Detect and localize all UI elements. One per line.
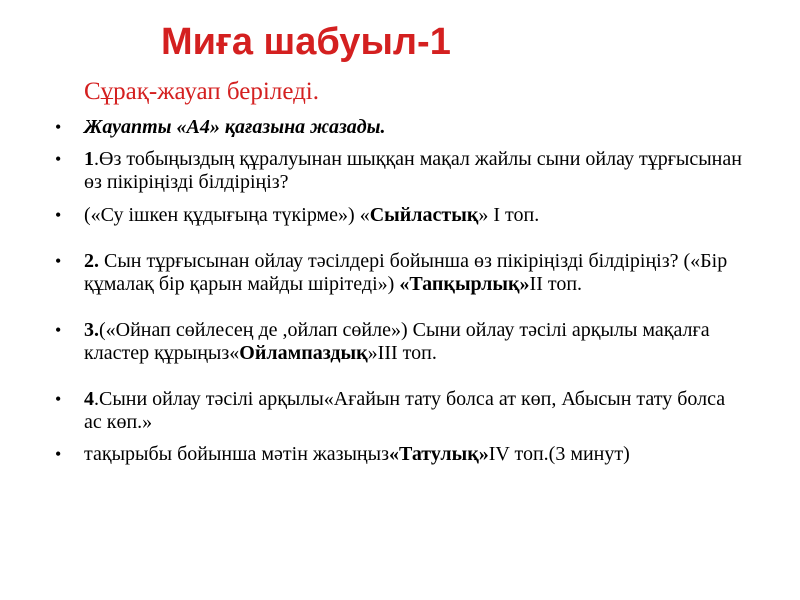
- list-item: [44, 148, 744, 194]
- item-text-tail: »ІІІ топ.: [367, 342, 437, 364]
- instruction-text: Жауапты «А4» қағазына жазады.: [84, 116, 386, 138]
- group-name: Сыйластық: [369, 204, 479, 226]
- item-text: («Су ішкен құдығыңа түкірме») «: [84, 204, 370, 226]
- bullet-icon: •: [55, 389, 62, 409]
- bullet-list: [44, 116, 744, 466]
- slide-subtitle: Сұрақ-жауап беріледі.: [84, 78, 319, 105]
- item-number: 2.: [84, 250, 99, 272]
- item-text: тақырыбы бойынша мәтін жазыңыз: [84, 443, 389, 465]
- group-name: «Тапқырлық»: [399, 273, 530, 295]
- bullet-icon: •: [55, 320, 62, 340]
- bullet-icon: •: [55, 444, 62, 464]
- item-text-tail: ІІ топ.: [529, 273, 583, 295]
- item-number: 1: [84, 148, 94, 170]
- item-number: 4: [84, 388, 94, 410]
- item-text-tail: IV топ.(3 минут): [488, 443, 630, 465]
- list-item: [44, 443, 744, 466]
- list-item: [44, 388, 744, 434]
- bullet-icon: •: [55, 205, 62, 225]
- item-text: .Сыни ойлау тәсілі арқылы«Ағайын тату болса ат көп, Абысын тату болса ас көп.»: [84, 388, 726, 433]
- bullet-icon: •: [55, 251, 62, 271]
- item-text: Сын тұрғысынан ойлау тәсілдері бойынша өз пікіріңізді білдіріңіз? («Бір құмалақ бір қарын майды шірітеді»): [84, 250, 728, 295]
- bullet-icon: •: [55, 149, 62, 169]
- slide-title: Миға шабуыл-1: [161, 21, 451, 63]
- bullet-icon: •: [55, 117, 62, 137]
- list-item: [44, 319, 744, 365]
- item-text-tail: » І топ.: [478, 204, 540, 226]
- item-text: («Ойнап сөйлесең де ,ойлап сөйле») Сыни ойлау тәсілі арқылы мақалға кластер құрыңыз«: [84, 319, 710, 364]
- list-item: [44, 116, 744, 139]
- group-name: «Татулық»: [388, 443, 489, 465]
- list-item: [44, 250, 744, 296]
- list-item: [44, 204, 744, 227]
- group-name: Ойлампаздық: [239, 342, 368, 364]
- item-number: 3.: [84, 319, 99, 341]
- item-text: .Өз тобыңыздың құралуынан шыққан мақал жайлы сыни ойлау тұрғысынан өз пікіріңізді білдіріңіз?: [84, 148, 742, 193]
